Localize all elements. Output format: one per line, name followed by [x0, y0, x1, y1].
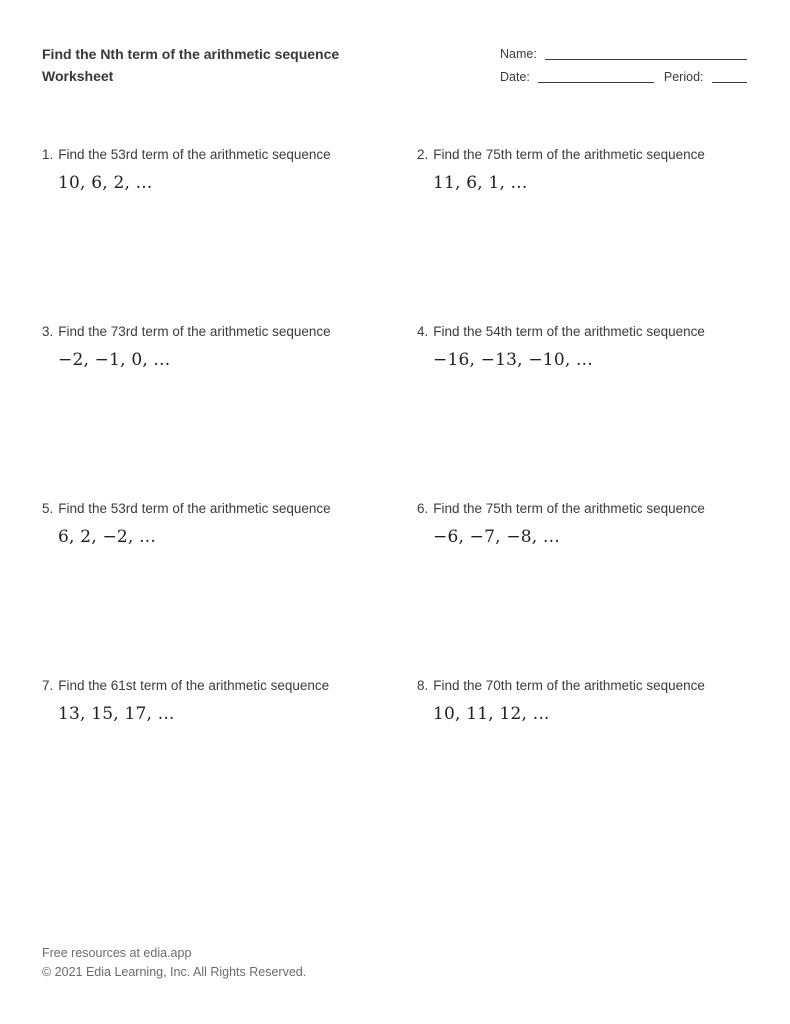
student-info-fields [500, 47, 747, 93]
problem-question-text: Find the 73rd term of the arithmetic sequence [58, 324, 331, 339]
worksheet-title-line1: Find the Nth term of the arithmetic sequence [42, 46, 340, 62]
problem-question [417, 676, 790, 695]
problem-number: 1. [42, 147, 54, 162]
problem-question [42, 499, 417, 518]
page-footer [42, 944, 306, 982]
period-label: Period: [663, 70, 704, 84]
problem-sequence: −2, −1, 0, ... [58, 350, 171, 370]
problem-sequence: 13, 15, 17, ... [58, 704, 175, 724]
problem-number: 3. [42, 324, 54, 339]
problem-question-text: Find the 54th term of the arithmetic sequence [433, 324, 705, 339]
problem-question [417, 322, 790, 341]
problem-question-text: Find the 53rd term of the arithmetic sequence [58, 147, 331, 162]
problem-question [42, 145, 417, 164]
footer-copyright-line: © 2021 Edia Learning, Inc. All Rights Reserved. [42, 965, 307, 979]
worksheet-title [42, 43, 339, 87]
problem-question-text: Find the 75th term of the arithmetic sequence [433, 147, 705, 162]
problem-4 [417, 322, 790, 499]
problem-sequence: −16, −13, −10, ... [433, 350, 593, 370]
problem-3 [42, 322, 417, 499]
date-label: Date: [500, 70, 530, 84]
name-field-row [500, 47, 747, 63]
problem-sequence: 6, 2, −2, ... [58, 527, 156, 547]
problem-2 [417, 145, 790, 322]
problem-5 [42, 499, 417, 676]
footer-resources-line: Free resources at edia.app [42, 946, 192, 960]
problem-question [42, 322, 417, 341]
problem-sequence: 10, 11, 12, ... [433, 704, 550, 724]
problem-number: 5. [42, 501, 54, 516]
problem-question-text: Find the 70th term of the arithmetic sequence [433, 678, 705, 693]
problem-sequence: 10, 6, 2, ... [58, 173, 153, 193]
problem-question-text: Find the 53rd term of the arithmetic sequence [58, 501, 331, 516]
problem-question [417, 499, 790, 518]
name-blank-line [545, 47, 747, 60]
problem-question [417, 145, 790, 164]
problem-number: 4. [417, 324, 429, 339]
problem-question-text: Find the 61st term of the arithmetic sequence [58, 678, 330, 693]
problem-8 [417, 676, 790, 853]
problem-6 [417, 499, 790, 676]
date-period-field-row [500, 70, 747, 86]
problem-1 [42, 145, 417, 322]
problem-sequence: 11, 6, 1, ... [433, 173, 528, 193]
period-blank-line [712, 70, 748, 83]
problem-sequence: −6, −7, −8, ... [433, 527, 560, 547]
problem-question [42, 676, 417, 695]
name-label: Name: [500, 47, 537, 61]
problem-number: 7. [42, 678, 54, 693]
problems-grid [42, 145, 762, 853]
problem-7 [42, 676, 417, 853]
worksheet-title-line2: Worksheet [42, 68, 114, 84]
problem-number: 2. [417, 147, 429, 162]
date-blank-line [538, 70, 654, 83]
problem-number: 6. [417, 501, 429, 516]
problem-number: 8. [417, 678, 429, 693]
problem-question-text: Find the 75th term of the arithmetic sequence [433, 501, 705, 516]
